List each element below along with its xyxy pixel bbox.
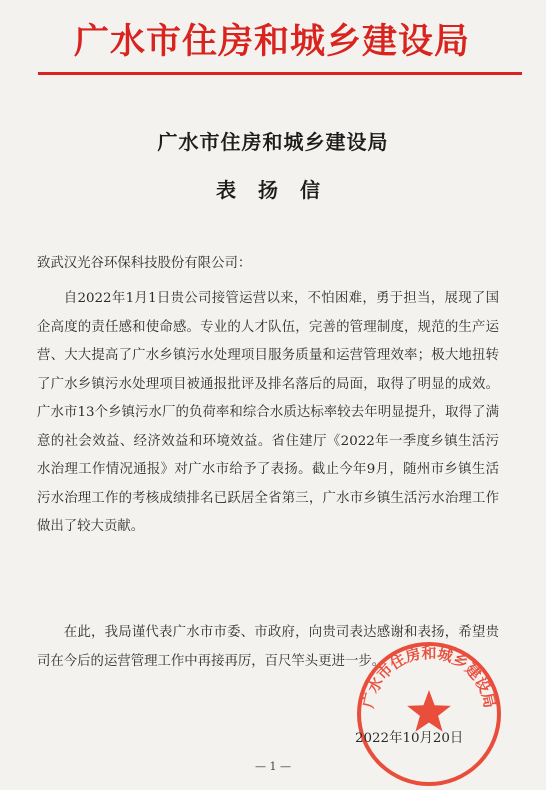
- salutation: 致武汉光谷环保科技股份有限公司：: [37, 256, 252, 271]
- document-title: 表扬信: [216, 178, 342, 202]
- letterhead-divider: [38, 72, 522, 75]
- letterhead-title: 广水市住房和城乡建设局: [74, 22, 471, 62]
- body-paragraph-1: 自2022年1月1日贵公司接管运营以来，不怕困难，勇于担当，展现了国企高度的责任感和使命感。专业的人才队伍，完善的管理制度，规范的生产运营、大大提高了广水乡镇污水处理项目服务质量和运营管理效率；极大地扭转了广水乡镇污水处理项目被通报批评及排名落后的局面，取得了明显的成效。广水市13个乡镇污水厂的负荷率和综合水质达标率较去年明显提升，取得了满意的社会效益、经济效益和环境效益。省住建厅《2022年一季度乡镇生活污水治理工作情况通报》对广水市给予了表扬。截止今年9月，随州市乡镇生活污水治理工作的考核成绩排名已跃居全省第三，广水市乡镇生活污水治理工作做出了较大贡献。: [37, 291, 499, 534]
- page-number: — 1 —: [255, 760, 291, 773]
- body-paragraph-2: 在此，我局谨代表广水市市委、市政府，向贵司表达感谢和表扬，希望贵司在今后的运营管理工作中再接再厉，百尺竿头更进一步。: [37, 625, 499, 669]
- issuer-title: 广水市住房和城乡建设局: [157, 130, 389, 154]
- document-date: 2022年10月20日: [355, 731, 464, 746]
- seal-text: 广水市住房和城乡建设局: [359, 644, 499, 710]
